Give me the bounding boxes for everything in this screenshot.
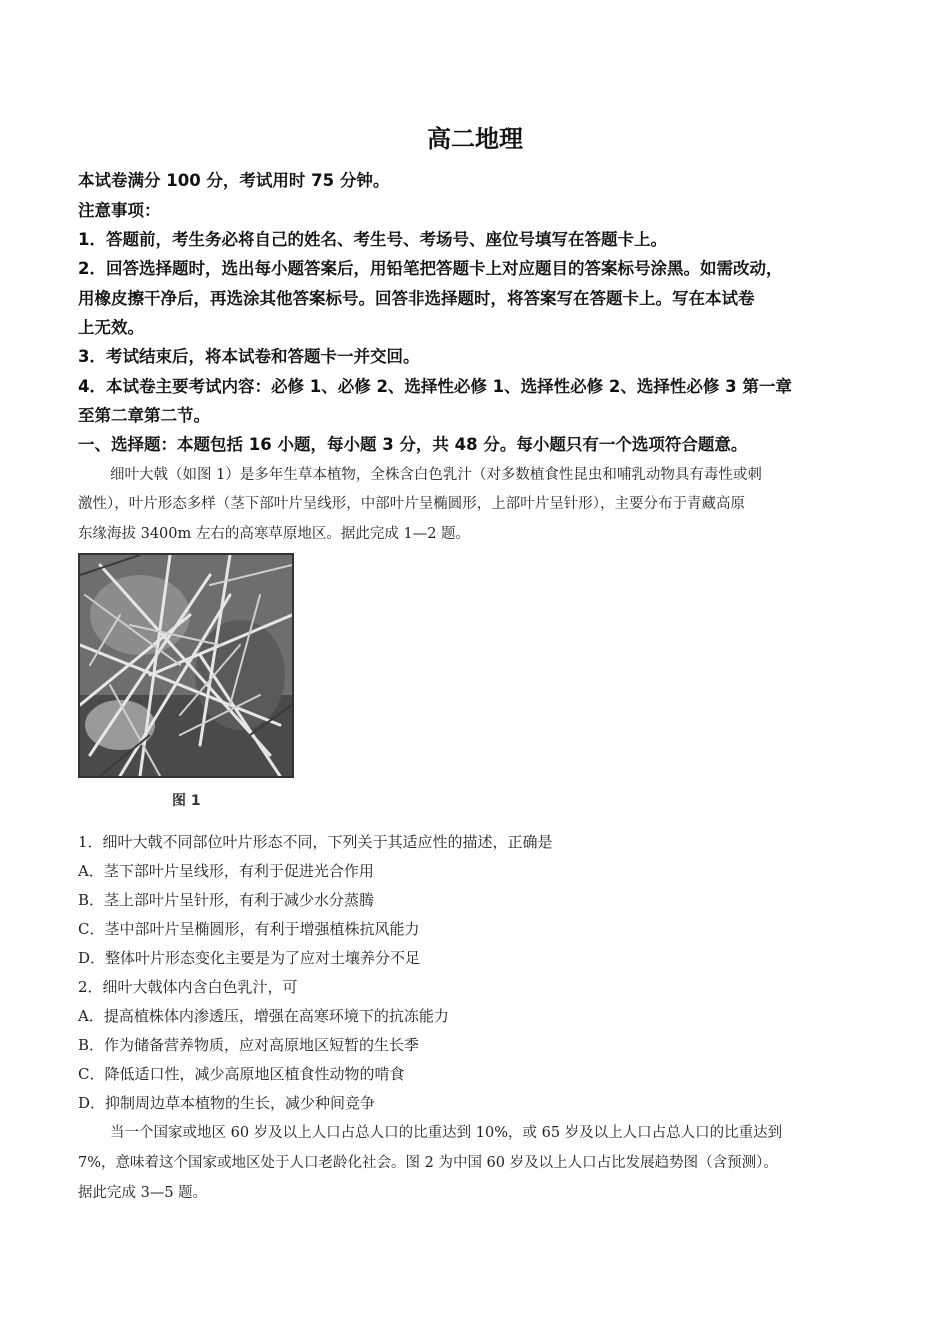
passage-line: 激性），叶片形态多样（茎下部叶片呈线形，中部叶片呈椭圆形，上部叶片呈针形），主要分布于青藏高原 — [78, 496, 745, 512]
notice-line: 上无效。 — [78, 318, 144, 337]
passage-line: 东缘海拔 3400m 左右的高寒草原地区。据此完成 1—2 题。 — [78, 526, 471, 542]
question-2-option-b: B．作为储备营养物质，应对高原地区短暂的生长季 — [78, 1036, 420, 1054]
question-1-stem: 1．细叶大戟不同部位叶片形态不同，下列关于其适应性的描述，正确是 — [78, 833, 553, 851]
question-1-option-a: A．茎下部叶片呈线形，有利于促进光合作用 — [78, 862, 374, 880]
notice-line: 用橡皮擦干净后，再选涂其他答案标号。回答非选择题时，将答案写在答题卡上。写在本试卷 — [78, 289, 755, 308]
notice-line: 4．本试卷主要考试内容：必修 1、必修 2、选择性必修 1、选择性必修 2、选择性必修 3 第一章 — [78, 377, 792, 396]
notice-line: 1．答题前，考生务必将自己的姓名、考生号、考场号、座位号填写在答题卡上。 — [78, 230, 667, 249]
figure-1-caption: 图 1 — [172, 793, 201, 809]
question-2-option-c: C．降低适口性，减少高原地区植食性动物的啃食 — [78, 1065, 405, 1083]
notice-heading: 注意事项： — [78, 201, 161, 220]
passage-line: 细叶大戟（如图 1）是多年生草本植物，全株含白色乳汁（对多数植食性昆虫和哺乳动物具有毒性或刺 — [110, 467, 762, 483]
section-heading: 一、选择题：本题包括 16 小题，每小题 3 分，共 48 分。每小题只有一个选项符合题意。 — [78, 435, 748, 454]
passage-line: 7%，意味着这个国家或地区处于人口老龄化社会。图 2 为中国 60 岁及以上人口占比发展趋势图（含预测）。 — [78, 1155, 778, 1171]
question-2-stem: 2．细叶大戟体内含白色乳汁，可 — [78, 978, 298, 996]
passage-line: 据此完成 3—5 题。 — [78, 1185, 208, 1201]
notice-line: 2．回答选择题时，选出每小题答案后，用铅笔把答题卡上对应题目的答案标号涂黑。如需改动， — [78, 259, 783, 278]
figure-1-plant-photo — [78, 553, 294, 778]
question-2-option-a: A．提高植株体内渗透压，增强在高寒环境下的抗冻能力 — [78, 1007, 449, 1025]
page-title: 高二地理 — [427, 125, 523, 153]
question-1-option-c: C．茎中部叶片呈椭圆形，有利于增强植株抗风能力 — [78, 920, 420, 938]
question-2-option-d: D．抑制周边草本植物的生长，减少种间竞争 — [78, 1094, 376, 1112]
notice-line: 3．考试结束后，将本试卷和答题卡一并交回。 — [78, 347, 420, 366]
question-1-option-d: D．整体叶片形态变化主要是为了应对土壤养分不足 — [78, 949, 421, 967]
question-1-option-b: B．茎上部叶片呈针形，有利于减少水分蒸腾 — [78, 891, 375, 909]
notice-line: 至第二章第二节。 — [78, 406, 210, 425]
passage-line: 当一个国家或地区 60 岁及以上人口占总人口的比重达到 10%，或 65 岁及以上人口占总人口的比重达到 — [110, 1125, 783, 1141]
intro-line: 本试卷满分 100 分，考试用时 75 分钟。 — [78, 171, 390, 190]
